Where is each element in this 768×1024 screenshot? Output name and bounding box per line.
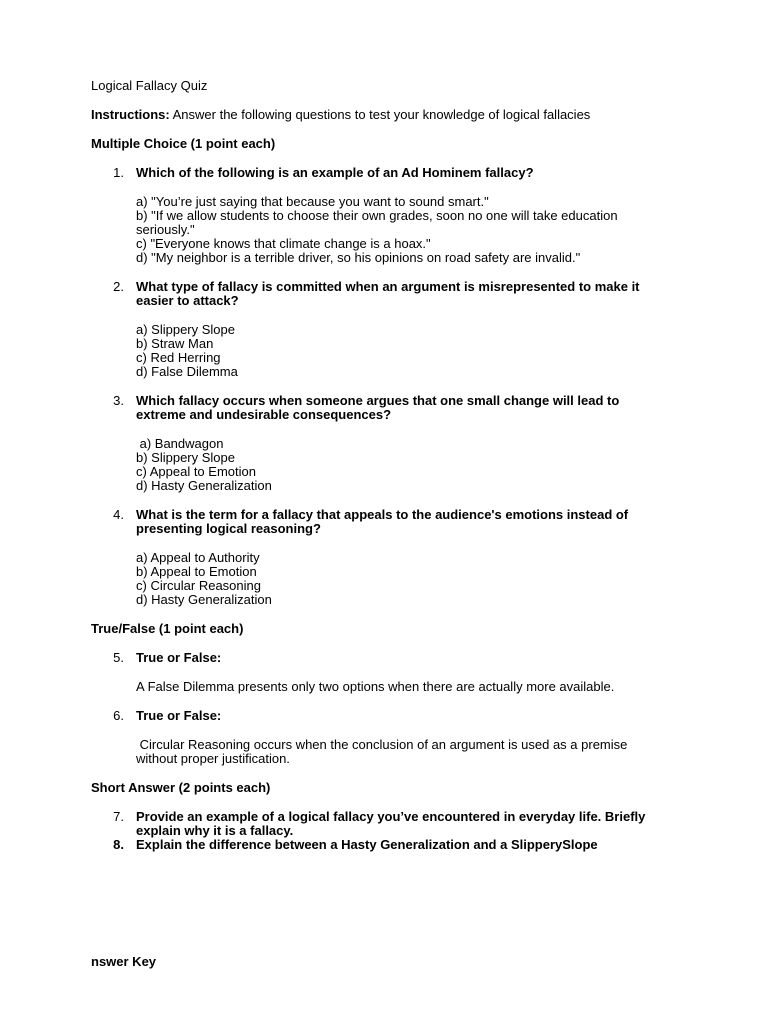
question-number: 4.	[113, 507, 124, 522]
answer-option: b) "If we allow students to choose their own grades, soon no one will take education	[136, 208, 618, 223]
question-text: Provide an example of a logical fallacy you’ve encountered in everyday life. Briefly	[136, 809, 646, 824]
question-text: easier to attack?	[136, 293, 239, 308]
question-number: 6.	[113, 708, 124, 723]
instructions-label: Instructions:	[91, 107, 170, 122]
section-heading-multiple-choice: Multiple Choice (1 point each)	[91, 136, 276, 151]
answer-option: b) Straw Man	[136, 336, 214, 351]
answer-option: c) Circular Reasoning	[136, 578, 261, 593]
question-text: extreme and undesirable consequences?	[136, 407, 392, 422]
answer-option: seriously."	[136, 222, 195, 237]
question-text: presenting logical reasoning?	[136, 521, 321, 536]
answer-option: d) "My neighbor is a terrible driver, so his opinions on road safety are invalid."	[136, 250, 581, 265]
section-heading-true-false: True/False (1 point each)	[91, 621, 244, 636]
answer-option: a) Appeal to Authority	[136, 550, 260, 565]
answer-option: c) "Everyone knows that climate change is a hoax."	[136, 236, 431, 251]
answer-option: c) Appeal to Emotion	[136, 464, 256, 479]
answer-option: b) Appeal to Emotion	[136, 564, 257, 579]
true-false-statement: Circular Reasoning occurs when the conclusion of an argument is used as a premise	[136, 737, 628, 752]
question-number: 3.	[113, 393, 124, 408]
instructions	[91, 108, 590, 122]
question-text: explain why it is a fallacy.	[136, 823, 294, 838]
question-text: Explain the difference between a Hasty Generalization and a SlipperySlope	[136, 837, 598, 852]
answer-option: d) False Dilemma	[136, 364, 238, 379]
answer-option: d) Hasty Generalization	[136, 478, 272, 493]
true-false-statement: A False Dilemma presents only two options when there are actually more available.	[136, 679, 615, 694]
question-text: Which fallacy occurs when someone argues that one small change will lead to	[136, 393, 620, 408]
question-text: What is the term for a fallacy that appeals to the audience's emotions instead of	[136, 507, 629, 522]
true-false-label: True or False:	[136, 650, 222, 665]
section-heading-short-answer: Short Answer (2 points each)	[91, 780, 271, 795]
true-false-statement: without proper justification.	[136, 751, 290, 766]
answer-option: b) Slippery Slope	[136, 450, 235, 465]
quiz-title: Logical Fallacy Quiz	[91, 78, 208, 93]
question-number: 8.	[113, 837, 124, 852]
answer-option: a) Slippery Slope	[136, 322, 235, 337]
instructions-text: Answer the following questions to test your knowledge of logical fallacies	[169, 107, 591, 122]
question-number: 2.	[113, 279, 124, 294]
answer-option: c) Red Herring	[136, 350, 221, 365]
answer-option: a) "You’re just saying that because you want to sound smart."	[136, 194, 489, 209]
answer-key-heading: nswer Key	[91, 954, 157, 969]
question-text: Which of the following is an example of an Ad Hominem fallacy?	[136, 165, 534, 180]
question-number: 1.	[113, 165, 124, 180]
question-number: 7.	[113, 809, 124, 824]
question-text: What type of fallacy is committed when an argument is misrepresented to make it	[136, 279, 640, 294]
true-false-label: True or False:	[136, 708, 222, 723]
answer-option: a) Bandwagon	[136, 436, 224, 451]
answer-option: d) Hasty Generalization	[136, 592, 272, 607]
question-number: 5.	[113, 650, 124, 665]
